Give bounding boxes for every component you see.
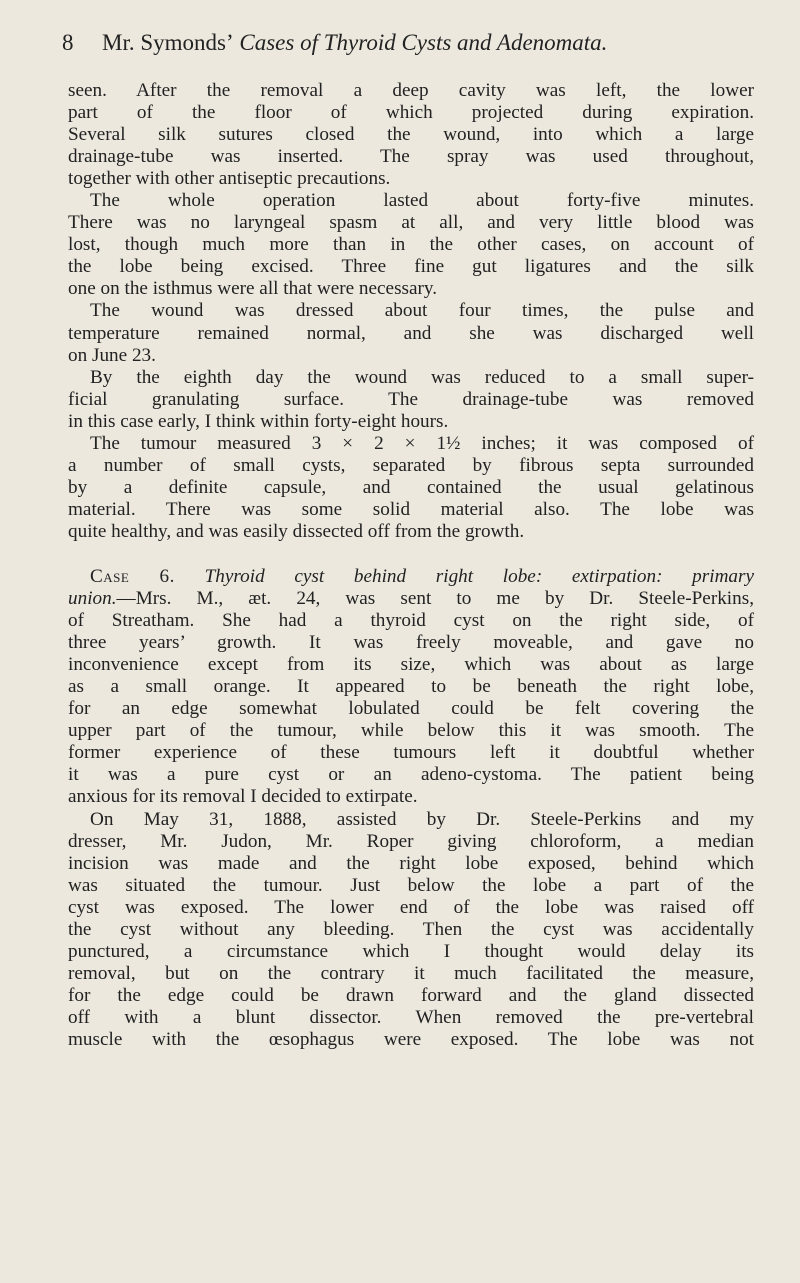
- page-number: 8: [62, 30, 74, 55]
- text-line: a number of small cysts, separated by fibrous septa surrounded: [68, 454, 754, 476]
- text-line: in this case early, I think within forty-eight hours.: [68, 410, 449, 432]
- text-line: of Streatham. She had a thyroid cyst on the right side, of: [68, 610, 754, 632]
- text-line: anxious for its removal I decided to extirpate.: [68, 786, 418, 808]
- text-line: on June 23.: [68, 344, 156, 366]
- text-line: There was no laryngeal spasm at all, and very little blood was: [68, 212, 754, 234]
- text-line: it was a pure cyst or an adeno-cystoma. The patient being: [68, 764, 754, 786]
- paragraph: [68, 80, 754, 190]
- text-line: for an edge somewhat lobulated could be felt covering the: [68, 698, 754, 720]
- text-line: cyst was exposed. The lower end of the lobe was raised off: [68, 896, 754, 918]
- text-line: together with other antiseptic precautions.: [68, 168, 391, 190]
- text-line: temperature remained normal, and she was discharged well: [68, 322, 754, 344]
- text-line: inconvenience except from its size, which was about as large: [68, 654, 754, 676]
- text-line: for the edge could be drawn forward and the gland dissected: [68, 984, 754, 1006]
- text-line: the lobe being excised. Three fine gut ligatures and the silk: [68, 256, 754, 278]
- case-title: Thyroid cyst behind right lobe: extirpation: primary: [204, 565, 754, 587]
- text-line: by a definite capsule, and contained the usual gelatinous: [68, 476, 754, 498]
- text-line: three years’ growth. It was freely moveable, and gave no: [68, 632, 754, 654]
- text-line: was situated the tumour. Just below the lobe a part of the: [68, 874, 754, 896]
- text-line: Several silk sutures closed the wound, into which a large: [68, 124, 754, 146]
- case-6-section: [68, 566, 754, 809]
- running-header: [62, 28, 752, 58]
- text-line: ficial granulating surface. The drainage-tube was removed: [68, 388, 754, 410]
- text-line: muscle with the œsophagus were exposed. The lobe was not: [68, 1028, 754, 1050]
- paragraph: [68, 809, 754, 1052]
- paragraph: [68, 367, 754, 433]
- case-heading-line: [68, 566, 754, 588]
- case-intro: —Mrs. M., æt. 24, was sent to me by Dr. Steele-Perkins,: [116, 588, 754, 610]
- text-line: dresser, Mr. Judon, Mr. Roper giving chloroform, a median: [68, 830, 754, 852]
- paragraph: [68, 300, 754, 366]
- text-line: removal, but on the contrary it much facilitated the measure,: [68, 962, 754, 984]
- section-gap: [68, 543, 754, 566]
- text-line: punctured, a circumstance which I thought would delay its: [68, 940, 754, 962]
- text-line: upper part of the tumour, while below this it was smooth. The: [68, 720, 754, 742]
- running-title-prefix: Mr. Symonds’: [102, 30, 234, 55]
- text-line: former experience of these tumours left it doubtful whether: [68, 742, 754, 764]
- case-heading-line-2: [68, 588, 754, 610]
- text-line: the cyst without any bleeding. Then the cyst was accidentally: [68, 918, 754, 940]
- text-line: incision was made and the right lobe exposed, behind which: [68, 852, 754, 874]
- body-text: [68, 80, 754, 1051]
- text-line: off with a blunt dissector. When removed the pre-vertebral: [68, 1006, 754, 1028]
- text-line: quite healthy, and was easily dissected off from the growth.: [68, 520, 525, 542]
- running-title: Cases of Thyroid Cysts and Adenomata.: [239, 30, 608, 55]
- case-title-end: union.: [68, 588, 117, 610]
- text-line: drainage-tube was inserted. The spray was used throughout,: [68, 146, 754, 168]
- text-line: part of the floor of which projected during expiration.: [68, 102, 754, 124]
- text-line: The tumour measured 3 × 2 × 1½ inches; it was composed of: [90, 432, 754, 454]
- case-label: Case 6.: [90, 565, 175, 587]
- text-line: lost, though much more than in the other cases, on account of: [68, 234, 754, 256]
- paragraph: [68, 433, 754, 543]
- text-line: seen. After the removal a deep cavity was left, the lower: [68, 80, 754, 101]
- text-line: The wound was dressed about four times, the pulse and: [90, 300, 754, 322]
- text-line: one on the isthmus were all that were necessary.: [68, 278, 438, 300]
- text-line: On May 31, 1888, assisted by Dr. Steele-Perkins and my: [90, 808, 754, 830]
- text-line: material. There was some solid material also. The lobe was: [68, 498, 754, 520]
- text-line: as a small orange. It appeared to be beneath the right lobe,: [68, 676, 754, 698]
- paragraph: [68, 190, 754, 300]
- text-line: By the eighth day the wound was reduced to a small super-: [90, 366, 754, 388]
- text-line: The whole operation lasted about forty-five minutes.: [90, 190, 754, 212]
